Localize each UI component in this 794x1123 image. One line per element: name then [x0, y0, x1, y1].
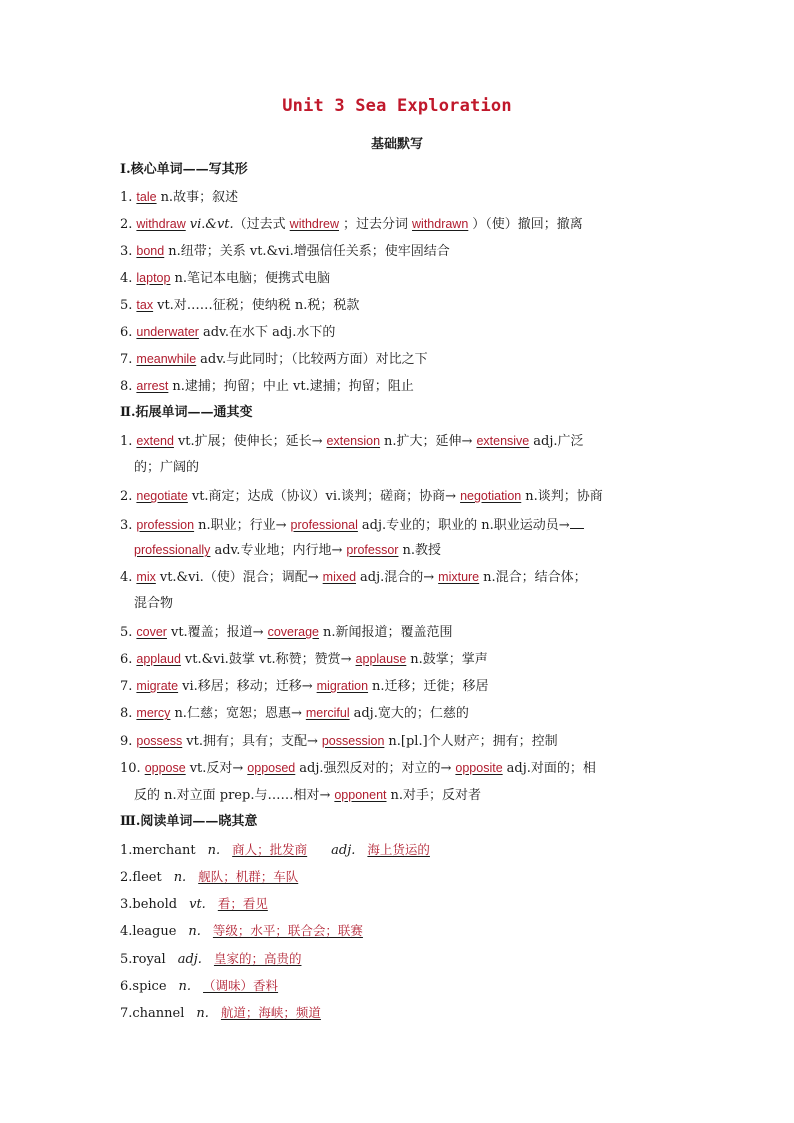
- answer: cover: [136, 625, 167, 639]
- list-item-continuation: professionally adv.专业地；内行地→ professor n.教授: [134, 543, 441, 558]
- list-item: 1. extend vt.扩展；使伸长；延长→ extension n.扩大；延伸→ extensive adj.广泛: [120, 434, 584, 449]
- page-subtitle: 基础默写: [370, 137, 423, 152]
- answer: mercy: [136, 706, 171, 720]
- answer: extension: [326, 434, 381, 448]
- answer: 航道；海峡；频道: [220, 1006, 321, 1020]
- answer: applause: [355, 652, 407, 666]
- answer: opposite: [455, 761, 503, 775]
- list-item: 5. cover vt.覆盖；报道→ coverage n.新闻报道；覆盖范围: [120, 625, 453, 640]
- list-item: 5. tax vt.对……征税；使纳税 n.税；税款: [120, 298, 360, 313]
- list-item: 3. profession n.职业；行业→ professional adj.专业的；职业的 n.职业运动员→: [120, 514, 584, 535]
- answer: opponent: [334, 788, 387, 802]
- answer: possess: [136, 734, 183, 748]
- list-item: 6. applaud vt.&vi.鼓掌 vt.称赞；赞赏→ applause n.鼓掌；掌声: [120, 652, 488, 667]
- answer: possession: [321, 734, 385, 748]
- answer: （调味）香料: [203, 979, 279, 993]
- list-item: 2. negotiate vt.商定；达成（协议）vi.谈判；磋商；协商→ negotiation n.谈判；协商: [120, 489, 603, 504]
- answer: 等级；水平；联合会；联赛: [212, 924, 363, 938]
- answer: extensive: [476, 434, 530, 448]
- list-item: 8. arrest n.逮捕；拘留；中止 vt.逮捕；拘留；阻止: [120, 379, 414, 394]
- list-item: 3. bond n.纽带；关系 vt.&vi.增强信任关系；使牢固结合: [120, 244, 450, 259]
- list-item: 6. underwater adv.在水下 adj.水下的: [120, 325, 336, 340]
- list-item-continuation: 混合物: [134, 596, 174, 611]
- answer: laptop: [136, 271, 171, 285]
- answer: 商人；批发商: [232, 843, 308, 857]
- answer: underwater: [136, 325, 199, 339]
- answer: mixed: [322, 570, 357, 584]
- list-item: 4. laptop n.笔记本电脑；便携式电脑: [120, 271, 330, 286]
- list-item-continuation: 的；广阔的: [134, 460, 200, 475]
- answer: coverage: [267, 625, 320, 639]
- list-item: 7. meanwhile adv.与此同时；（比较两方面）对比之下: [120, 352, 428, 367]
- answer: professional: [290, 518, 358, 532]
- blank-line: [570, 514, 584, 529]
- list-item: 7.channel n. 航道；海峡；频道: [120, 1004, 333, 1023]
- answer: tale: [136, 190, 157, 204]
- answer: withdrew: [289, 217, 339, 231]
- section-heading-core-words: Ⅰ.核心单词——写其形: [120, 162, 248, 177]
- answer: withdrawn: [412, 217, 469, 231]
- answer: applaud: [136, 652, 181, 666]
- answer: arrest: [136, 379, 169, 393]
- list-item: 2.fleet n. 舰队；机群；车队: [120, 868, 310, 887]
- list-item: 4.league n. 等级；水平；联合会；联赛: [120, 922, 375, 941]
- answer: 舰队；机群；车队: [198, 870, 299, 884]
- answer: 海上货运的: [367, 843, 430, 857]
- answer: bond: [136, 244, 165, 258]
- list-item: 8. mercy n.仁慈；宽恕；恩惠→ merciful adj.宽大的；仁慈的: [120, 706, 469, 721]
- answer: profession: [136, 518, 195, 532]
- answer: professor: [346, 543, 399, 557]
- section-heading-reading-words: Ⅲ.阅读单词——晓其意: [120, 814, 258, 829]
- list-item: 7. migrate vi.移居；移动；迁移→ migration n.迁移；迁徙；移居: [120, 679, 489, 694]
- list-item: 6.spice n. （调味）香料: [120, 977, 290, 996]
- answer: merciful: [305, 706, 350, 720]
- page-title: Unit 3 Sea Exploration: [282, 96, 512, 116]
- answer: extend: [136, 434, 174, 448]
- answer: mix: [136, 570, 156, 584]
- list-item: 10. oppose vt.反对→ opposed adj.强烈反对的；对立的→ opposite adj.对面的；相: [120, 761, 596, 776]
- list-item: 9. possess vt.拥有；具有；支配→ possession n.[pl.]个人财产；拥有；控制: [120, 734, 558, 749]
- list-item: 2. withdraw vi.&vt.（过去式 withdrew ；过去分词 withdrawn ）（使）撤回；撤离: [120, 217, 583, 232]
- list-item: 5.royal adj. 皇家的；高贵的: [120, 950, 313, 969]
- answer: withdraw: [136, 217, 186, 231]
- answer: migration: [316, 679, 369, 693]
- list-item: 4. mix vt.&vi.（使）混合；调配→ mixed adj.混合的→ mixture n.混合；结合体；: [120, 570, 587, 585]
- section-heading-extended-words: Ⅱ.拓展单词——通其变: [120, 405, 253, 420]
- answer: negotiation: [460, 489, 522, 503]
- answer: professionally: [134, 543, 211, 557]
- answer: 皇家的；高贵的: [213, 952, 302, 966]
- list-item: 3.behold vt. 看；看见: [120, 895, 280, 914]
- answer: mixture: [438, 570, 480, 584]
- answer: meanwhile: [136, 352, 197, 366]
- answer: migrate: [136, 679, 179, 693]
- list-item-continuation: 反的 n.对立面 prep.与……相对→ opponent n.对手；反对者: [134, 788, 482, 803]
- answer: 看；看见: [217, 897, 268, 911]
- answer: tax: [136, 298, 154, 312]
- list-item: 1. tale n.故事；叙述: [120, 190, 239, 205]
- answer: oppose: [144, 761, 186, 775]
- answer: negotiate: [136, 489, 188, 503]
- list-item: 1.merchant n. 商人；批发商 adj. 海上货运的: [120, 841, 442, 860]
- answer: opposed: [247, 761, 296, 775]
